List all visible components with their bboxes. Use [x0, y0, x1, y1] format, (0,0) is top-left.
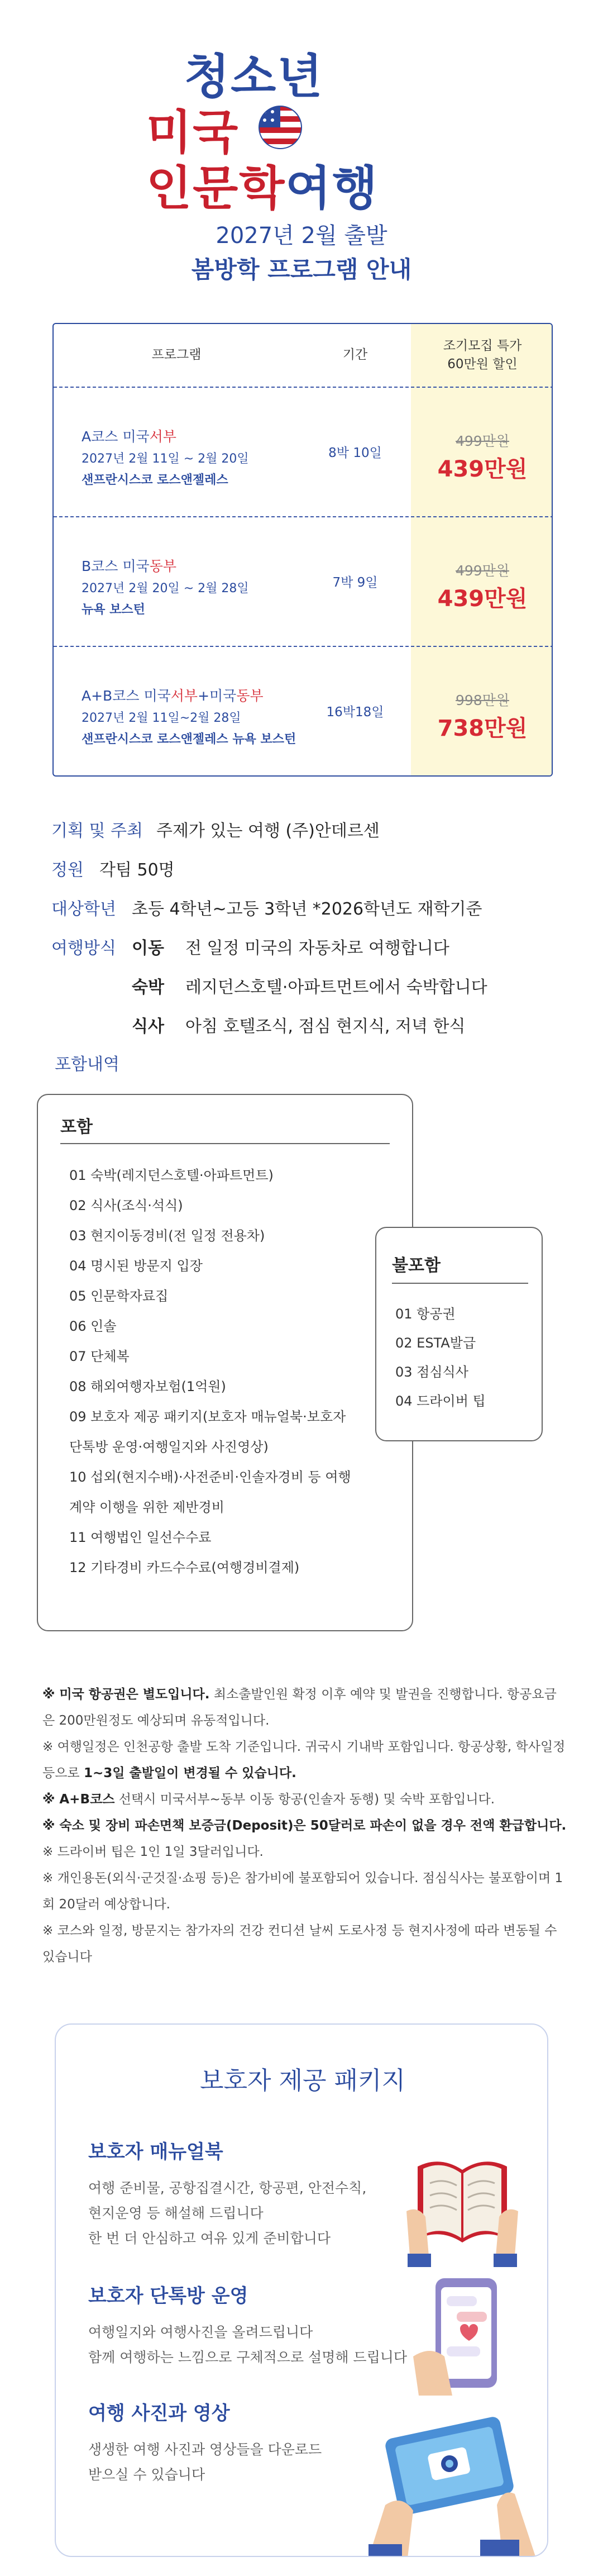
note-item: ※ A+B코스 선택시 미국서부~동부 이동 항공(인솔자 동행) 및 숙박 포함입니다.	[42, 1792, 495, 1807]
table-header-price-line2: 60만원 할인	[447, 357, 518, 372]
table-row-course-a	[54, 387, 553, 516]
info-target	[51, 895, 554, 920]
parent-package-card	[55, 2023, 548, 2557]
package-text: 현지운영 등 해설해 드립니다	[88, 2205, 264, 2221]
course-cities: 샌프란시스코 로스앤젤레스 뉴욕 보스턴	[82, 732, 296, 746]
info-capacity	[51, 856, 554, 880]
package-text: 받으실 수 있습니다	[88, 2467, 205, 2483]
package-heading-photos: 여행 사진과 영상	[88, 2402, 230, 2425]
list-item: 01 숙박(레지던스호텔·아파트먼트)	[69, 1168, 274, 1183]
notes-section	[42, 1682, 567, 1970]
list-item: 03 현지이동경비(전 일정 전용차)	[69, 1228, 265, 1244]
info-method-move	[51, 934, 554, 959]
course-name: A+B코스 미국서부+미국동부	[82, 688, 264, 704]
hero-program-title: 봄방학 프로그램 안내	[191, 256, 412, 283]
excluded-box	[375, 1227, 543, 1441]
note-item: ※ 여행일정은 인천공항 출발 도착 기준입니다. 귀국시 기내박 포함입니다. 항공상황, 학사일정 등으로 1~3일 출발일이 변경될 수 있습니다.	[42, 1740, 566, 1780]
divider	[392, 1283, 528, 1284]
note-item: ※ 숙소 및 장비 파손면책 보증금(Deposit)은 50달러로 파손이 없을 경우 전액 환급합니다.	[42, 1818, 567, 1833]
list-item: 계약 이행을 위한 제반경비	[69, 1499, 224, 1515]
table-header-price-line1: 조기모집 특가	[443, 338, 522, 353]
package-text: 생생한 여행 사진과 영상들을 다운로드	[88, 2441, 322, 2458]
list-item: 07 단체복	[69, 1349, 130, 1364]
list-item: 12 기타경비 카드수수료(여행경비결제)	[69, 1560, 300, 1575]
table-header-program: 프로그램	[151, 347, 202, 363]
info-label: 기획 및 주최	[51, 821, 143, 841]
info-included-heading	[55, 1050, 557, 1075]
course-original-price: 998만원	[455, 692, 510, 708]
excluded-title: 불포함	[392, 1256, 441, 1275]
method-value: 아침 호텔조식, 점심 현지식, 저녁 한식	[185, 1017, 466, 1036]
list-item: 02 식사(조식·석식)	[69, 1198, 183, 1213]
package-heading-manual: 보호자 매뉴얼북	[88, 2141, 223, 2163]
info-value: 각팀 50명	[99, 860, 175, 880]
package-text: 여행 준비물, 공항집결시간, 항공편, 안전수칙,	[88, 2180, 367, 2196]
course-discount-price: 738만원	[437, 716, 528, 741]
list-item: 04 명시된 방문지 입장	[69, 1258, 203, 1274]
package-text: 여행일지와 여행사진을 올려드립니다	[88, 2324, 313, 2340]
course-dates: 2027년 2월 11일 ~ 2월 20일	[82, 452, 249, 466]
package-text: 한 번 더 안심하고 여유 있게 준비합니다	[88, 2230, 331, 2246]
list-item: 04 드라이버 팁	[395, 1393, 486, 1409]
list-item: 05 인문학자료집	[69, 1288, 169, 1304]
course-discount-price: 439만원	[437, 456, 528, 482]
list-item: 10 섭외(현지수배)·사전준비·인솔자경비 등 여행	[69, 1469, 351, 1485]
course-dates: 2027년 2월 11일~2월 28일	[82, 711, 241, 725]
course-name: A코스 미국서부	[82, 428, 176, 445]
us-flag-icon	[258, 105, 303, 150]
tablet-camera-icon	[368, 2410, 536, 2557]
method-value: 전 일정 미국의 자동차로 여행합니다	[185, 939, 449, 958]
course-original-price: 499만원	[455, 563, 510, 579]
included-box	[37, 1094, 413, 1631]
list-item: 01 항공권	[395, 1306, 456, 1322]
included-title: 포함	[60, 1117, 93, 1137]
course-dates: 2027년 2월 20일 ~ 2월 28일	[82, 582, 249, 596]
list-item: 단톡방 운영·여행일지와 사진영상)	[69, 1439, 269, 1455]
note-item: ※ 코스와 일정, 방문지는 참가자의 건강 컨디션 날씨 도로사정 등 현지사정에 따라 변동될 수 있습니다	[42, 1923, 557, 1964]
course-period: 8박 10일	[328, 446, 382, 460]
method-value: 레지던스호텔·아파트먼트에서 숙박합니다	[185, 978, 487, 997]
list-item: 03 점심식사	[395, 1364, 468, 1380]
course-cities: 뉴욕 보스턴	[82, 603, 145, 617]
list-item: 09 보호자 제공 패키지(보호자 매뉴얼북·보호자	[69, 1409, 346, 1425]
course-period: 16박18일	[326, 705, 384, 720]
table-header-price	[411, 324, 553, 387]
info-label: 여행방식	[51, 939, 116, 958]
hero-subtitle: 2027년 2월 출발	[216, 223, 387, 249]
table-row-course-b	[54, 516, 553, 646]
course-table	[52, 323, 553, 777]
info-label: 대상학년	[51, 899, 116, 919]
note-item: ※ 드라이버 팁은 1인 1일 3달러입니다.	[42, 1845, 264, 1859]
list-item: 06 인솔	[69, 1318, 117, 1334]
open-book-icon	[406, 2144, 518, 2267]
course-name: B코스 미국동부	[82, 558, 177, 574]
list-item: 11 여행법인 일선수수료	[69, 1530, 212, 1545]
info-label: 정원	[51, 860, 84, 880]
package-heading-chat: 보호자 단톡방 운영	[88, 2285, 248, 2307]
course-original-price: 499만원	[455, 433, 510, 449]
method-key: 숙박	[132, 978, 164, 997]
note-item: ※ 미국 항공권은 별도입니다. 최소출발인원 확정 이후 예약 및 발권을 진행합니다. 항공요금은 200만원정도 예상되며 유동적입니다.	[42, 1687, 557, 1728]
method-key: 식사	[132, 1017, 164, 1036]
divider	[60, 1143, 390, 1144]
list-item: 02 ESTA발급	[395, 1335, 476, 1351]
info-value: 주제가 있는 여행 (주)안데르센	[156, 821, 380, 841]
info-organizer	[51, 817, 554, 841]
table-row-course-ab	[54, 646, 553, 775]
list-item: 08 해외여행자보험(1억원)	[69, 1379, 226, 1394]
hero-title-travel: 여행	[285, 161, 379, 216]
method-key: 이동	[132, 939, 164, 958]
table-header-period: 기간	[342, 347, 368, 363]
hero-title-line1: 청소년	[184, 49, 324, 104]
info-label: 포함내역	[55, 1055, 119, 1074]
package-title: 보호자 제공 패키지	[199, 2066, 405, 2095]
note-item: ※ 개인용돈(외식·군것질·쇼핑 등)은 참가비에 불포함되어 있습니다. 점심식사는 불포함이며 1회 20달러 예상합니다.	[42, 1871, 563, 1912]
course-cities: 샌프란시스코 로스앤젤레스	[82, 473, 228, 487]
course-discount-price: 439만원	[437, 586, 528, 612]
course-period: 7박 9일	[332, 575, 378, 590]
hero-title-line3	[146, 151, 379, 218]
smartphone-chat-icon	[413, 2273, 519, 2396]
info-value: 초등 4학년~고등 3학년 *2026학년도 재학기준	[132, 899, 482, 919]
hero-title-humanities: 인문학	[146, 161, 286, 216]
hero-title-line2: 미국	[146, 105, 240, 160]
package-text: 함께 여행하는 느낌으로 구체적으로 설명해 드립니다	[88, 2349, 408, 2365]
info-method-stay	[132, 973, 603, 998]
info-method-meal	[132, 1012, 603, 1037]
